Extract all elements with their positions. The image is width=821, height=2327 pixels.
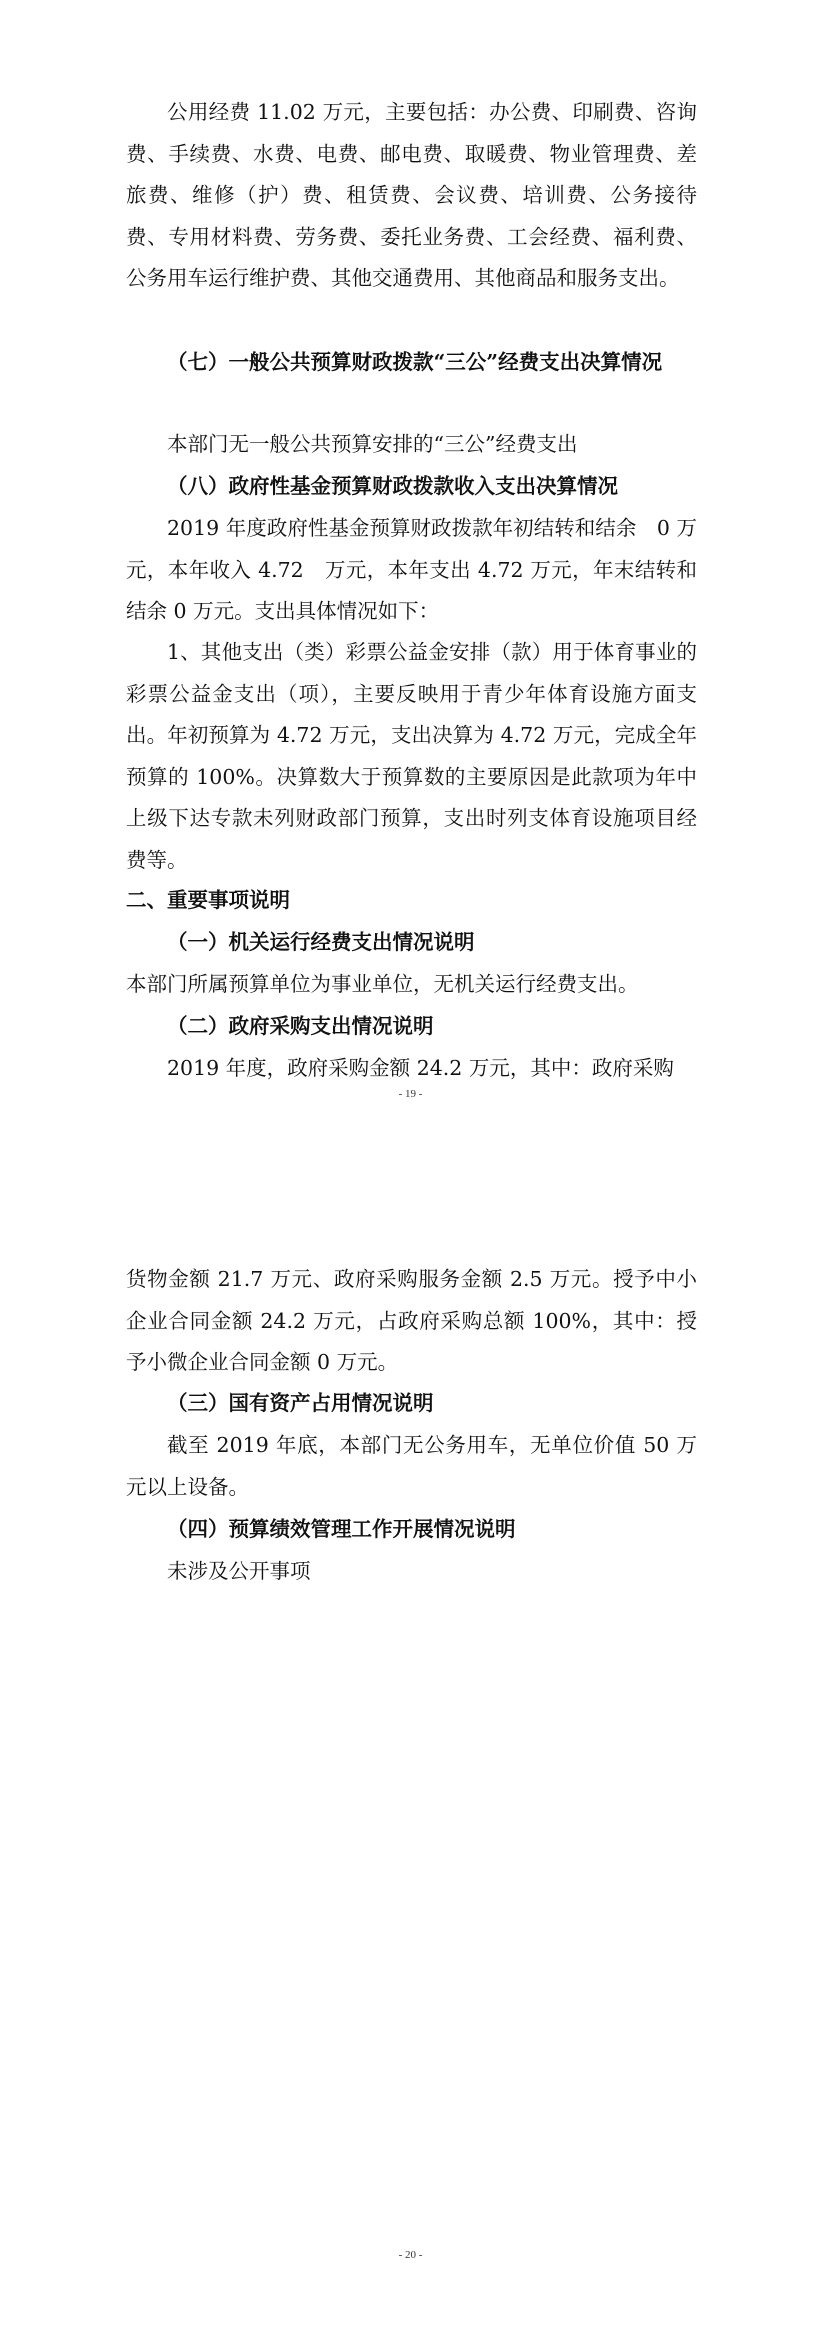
three-public-expense-paragraph: 本部门无一般公共预算安排的“三公”经费支出 bbox=[167, 432, 578, 456]
page-number: - 19 - bbox=[398, 1088, 423, 1100]
document-page-19 bbox=[0, 0, 821, 1163]
document-page-20 bbox=[0, 1163, 821, 2327]
public-expense-paragraph: 公用经费 11.02 万元，主要包括：办公费、印刷费、咨询费、手续费、水费、电费、邮电费、取暖费、物业管理费、差旅费、维修（护）费、租赁费、会议费、培训费、公务接待费、专用材料费、劳务费、委托业务费、工会经费、福利费、公务用车运行维护费、其他交通费用、其他商品和服务支出。 bbox=[126, 100, 697, 290]
government-procurement-paragraph-cont: 货物金额 21.7 万元、政府采购服务金额 2.5 万元。授予中小企业合同金额 24.2 万元，占政府采购总额 100%，其中：授予小微企业合同金额 0 万元。 bbox=[126, 1267, 697, 1374]
heading-three-public-expense: （七）一般公共预算财政拨款“三公”经费支出决算情况 bbox=[167, 350, 663, 374]
government-procurement-paragraph-start: 2019 年度，政府采购金额 24.2 万元，其中：政府采购 bbox=[167, 1056, 674, 1080]
section-heading-important-matters: 二、重要事项说明 bbox=[126, 888, 290, 912]
lottery-fund-paragraph: 1、其他支出（类）彩票公益金安排（款）用于体育事业的彩票公益金支出（项），主要反映用于青少年体育设施方面支出。年初预算为 4.72 万元，支出决算为 4.72 万元，完成全年预算的 100%。决算数大于预算数的主要原因是此款项为年中上级下达专款未列财政部门预算，支出时列支体育设施项目经费等。 bbox=[126, 640, 697, 872]
state-assets-paragraph: 截至 2019 年底，本部门无公务用车，无单位价值 50 万元以上设备。 bbox=[126, 1433, 697, 1499]
heading-government-procurement: （二）政府采购支出情况说明 bbox=[167, 1014, 434, 1038]
agency-operating-expenses-paragraph: 本部门所属预算单位为事业单位，无机关运行经费支出。 bbox=[126, 972, 639, 996]
heading-performance-management: （四）预算绩效管理工作开展情况说明 bbox=[167, 1517, 516, 1541]
government-fund-paragraph: 2019 年度政府性基金预算财政拨款年初结转和结余 0 万元，本年收入 4.72 万元，本年支出 4.72 万元，年末结转和结余 0 万元。支出具体情况如下： bbox=[126, 516, 697, 623]
heading-state-assets: （三）国有资产占用情况说明 bbox=[167, 1391, 434, 1415]
performance-management-paragraph: 未涉及公开事项 bbox=[167, 1559, 311, 1583]
heading-government-fund: （八）政府性基金预算财政拨款收入支出决算情况 bbox=[167, 474, 618, 498]
page-number: - 20 - bbox=[398, 2249, 423, 2261]
heading-agency-operating-expenses: （一）机关运行经费支出情况说明 bbox=[167, 930, 475, 954]
